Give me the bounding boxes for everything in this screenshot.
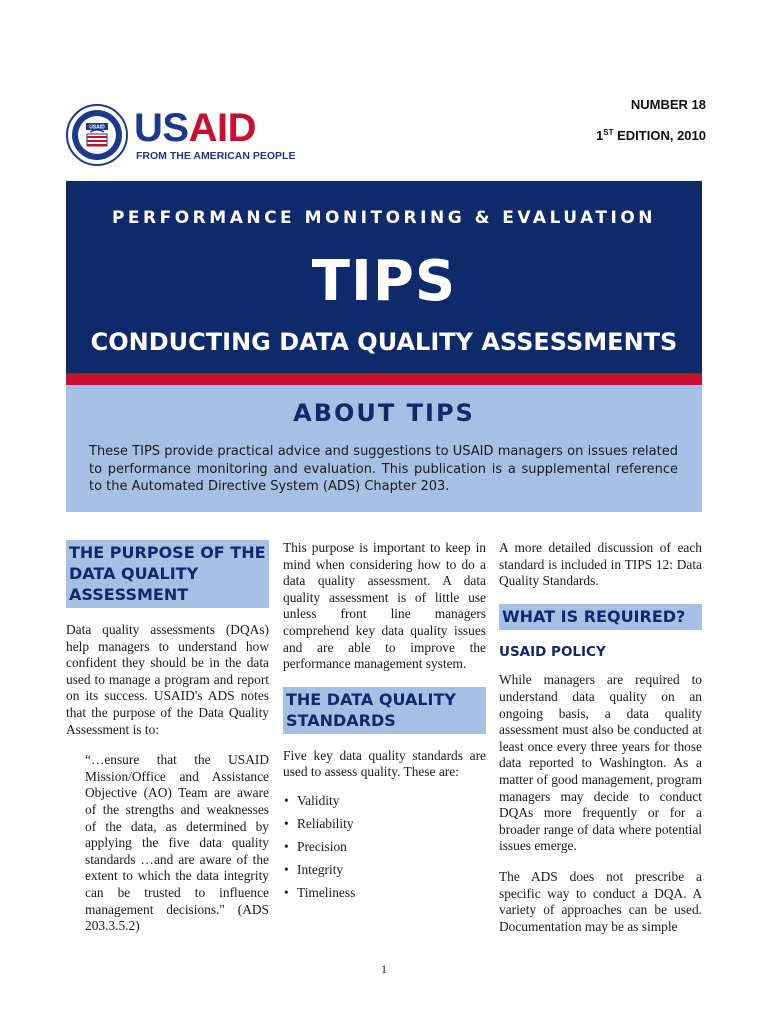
- standards-intro: Five key data quality standards are used to assess quality. These are:: [283, 747, 486, 780]
- detail-paragraph: A more detailed discussion of each standard is included in TIPS 12: Data Quality Standards.: [499, 540, 702, 589]
- standards-heading: THE DATA QUALITY STANDARDS: [283, 687, 486, 734]
- column-3: [499, 540, 702, 949]
- ads-quote: “…ensure that the USAID Mission/Office and Assistance Objective (AO) Team are aware of the strengths and weaknesses of the data, as determined by applying the five data quality standards …and are aware of the extent to which the data integrity can be trusted to influence management decisions." (ADS 203.3.5.2): [85, 752, 269, 934]
- seal-label: USAID: [89, 124, 105, 131]
- usaid-tagline: FROM THE AMERICAN PEOPLE: [136, 150, 296, 162]
- policy-subheading: USAID POLICY: [499, 643, 606, 660]
- required-heading: WHAT IS REQUIRED?: [499, 604, 702, 630]
- usaid-wordmark: USAID: [134, 106, 256, 150]
- column-1: [66, 540, 269, 949]
- purpose-paragraph: Data quality assessments (DQAs) help managers to understand how confident they should be in the data used to manage a program and report on its success. USAID's ADS notes that the purpose of the Data Quality Assessment is to:: [66, 622, 269, 737]
- red-divider: [66, 373, 702, 385]
- standards-list: [283, 789, 486, 904]
- issue-number: NUMBER 18: [630, 97, 706, 112]
- list-item: • Integrity: [283, 858, 486, 881]
- list-item: • Reliability: [283, 812, 486, 835]
- usaid-logo: [66, 104, 296, 166]
- about-title: ABOUT TIPS: [293, 399, 475, 427]
- document-subtitle: CONDUCTING DATA QUALITY ASSESSMENTS: [90, 328, 678, 356]
- purpose-heading: THE PURPOSE OF THE DATA QUALITY ASSESSMENT: [66, 540, 269, 608]
- ads-approach-paragraph: The ADS does not prescribe a specific way to conduct a DQA. A variety of approaches can be used. Documentation may be as simple: [499, 868, 702, 934]
- about-text: These TIPS provide practical advice and suggestions to USAID managers on issues related to performance monitoring and evaluation. This publication is a supplemental reference to the Automated Directive System (ADS) Chapter 203.: [89, 444, 678, 494]
- list-item: • Validity: [283, 789, 486, 812]
- about-box: [66, 385, 702, 512]
- purpose-importance-paragraph: This purpose is important to keep in mind when considering how to do a data quality assessment. A data quality assessment is of little use unless front line managers comprehend key data quality issues and are able to improve the performance management system.: [283, 540, 486, 672]
- usaid-seal-icon: [66, 104, 128, 166]
- column-2: [283, 540, 486, 904]
- edition-info: [596, 91, 706, 150]
- edition-line: 1ST EDITION, 2010: [596, 128, 706, 143]
- series-title: PERFORMANCE MONITORING & EVALUATION: [111, 208, 657, 228]
- list-item: • Precision: [283, 835, 486, 858]
- page-number: 1: [381, 962, 387, 976]
- policy-paragraph: While managers are required to understand data quality on an ongoing basis, a data quality assessment must also be conducted at least once every three years for those data reported to Washington. As a matter of good management, program managers may decide to conduct DQAs more frequently or for a broader range of data where potential issues emerge.: [499, 672, 702, 854]
- title-banner: [66, 181, 702, 373]
- list-item: • Timeliness: [283, 881, 486, 904]
- tips-title: TIPS: [311, 249, 457, 314]
